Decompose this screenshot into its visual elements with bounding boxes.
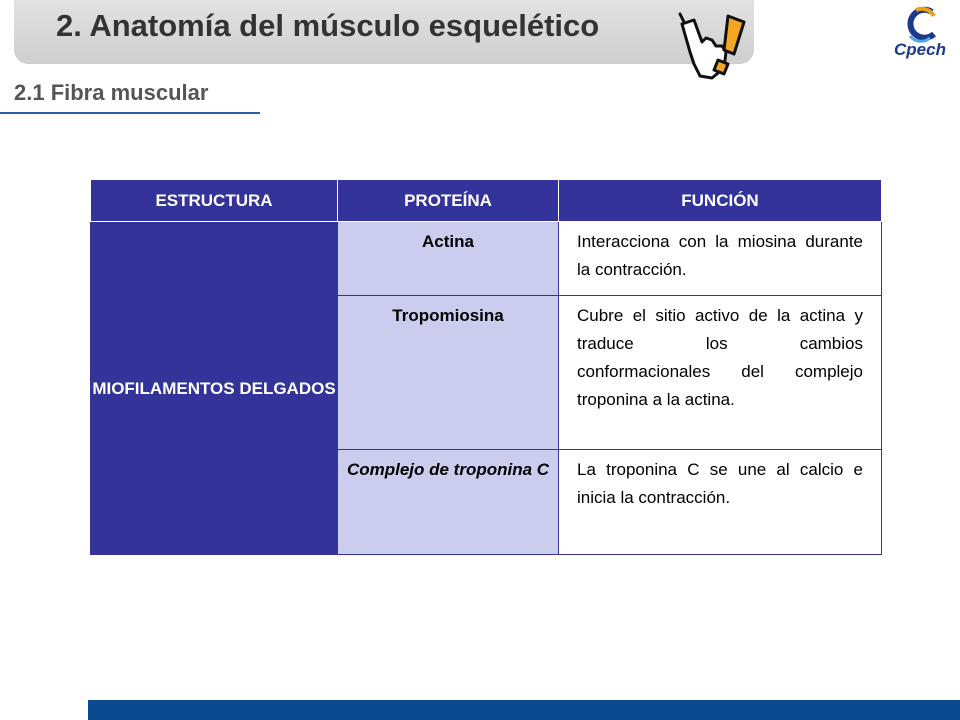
column-header-estructura: ESTRUCTURA <box>91 180 338 222</box>
function-cell: Interacciona con la miosina durante la contracción. <box>559 222 882 296</box>
function-cell: Cubre el sitio activo de la actina y traduce los cambios conformacionales del complejo troponina a la actina. <box>559 296 882 450</box>
section-subtitle: 2.1 Fibra muscular <box>14 80 209 105</box>
protein-cell: Tropomiosina <box>338 296 559 450</box>
pointing-hand-exclamation-icon <box>672 2 754 84</box>
function-cell: La troponina C se une al calcio e inicia la contracción. <box>559 450 882 555</box>
column-header-funcion: FUNCIÓN <box>559 180 882 222</box>
column-header-proteina: PROTEÍNA <box>338 180 559 222</box>
structure-cell: MIOFILAMENTOS DELGADOS <box>91 222 338 555</box>
logo-text: Cpech <box>894 40 946 59</box>
page-title: 2. Anatomía del músculo esquelético <box>56 8 600 43</box>
cpech-logo-mark <box>880 4 960 44</box>
footer-bar <box>88 700 960 720</box>
muscle-fiber-table <box>90 179 882 555</box>
cpech-logo <box>880 4 960 66</box>
protein-cell: Complejo de troponina C <box>338 450 559 555</box>
table-header-row <box>91 180 882 222</box>
protein-cell: Actina <box>338 222 559 296</box>
title-bar <box>14 0 754 64</box>
table-row <box>91 222 882 296</box>
subtitle-underline <box>0 112 260 114</box>
